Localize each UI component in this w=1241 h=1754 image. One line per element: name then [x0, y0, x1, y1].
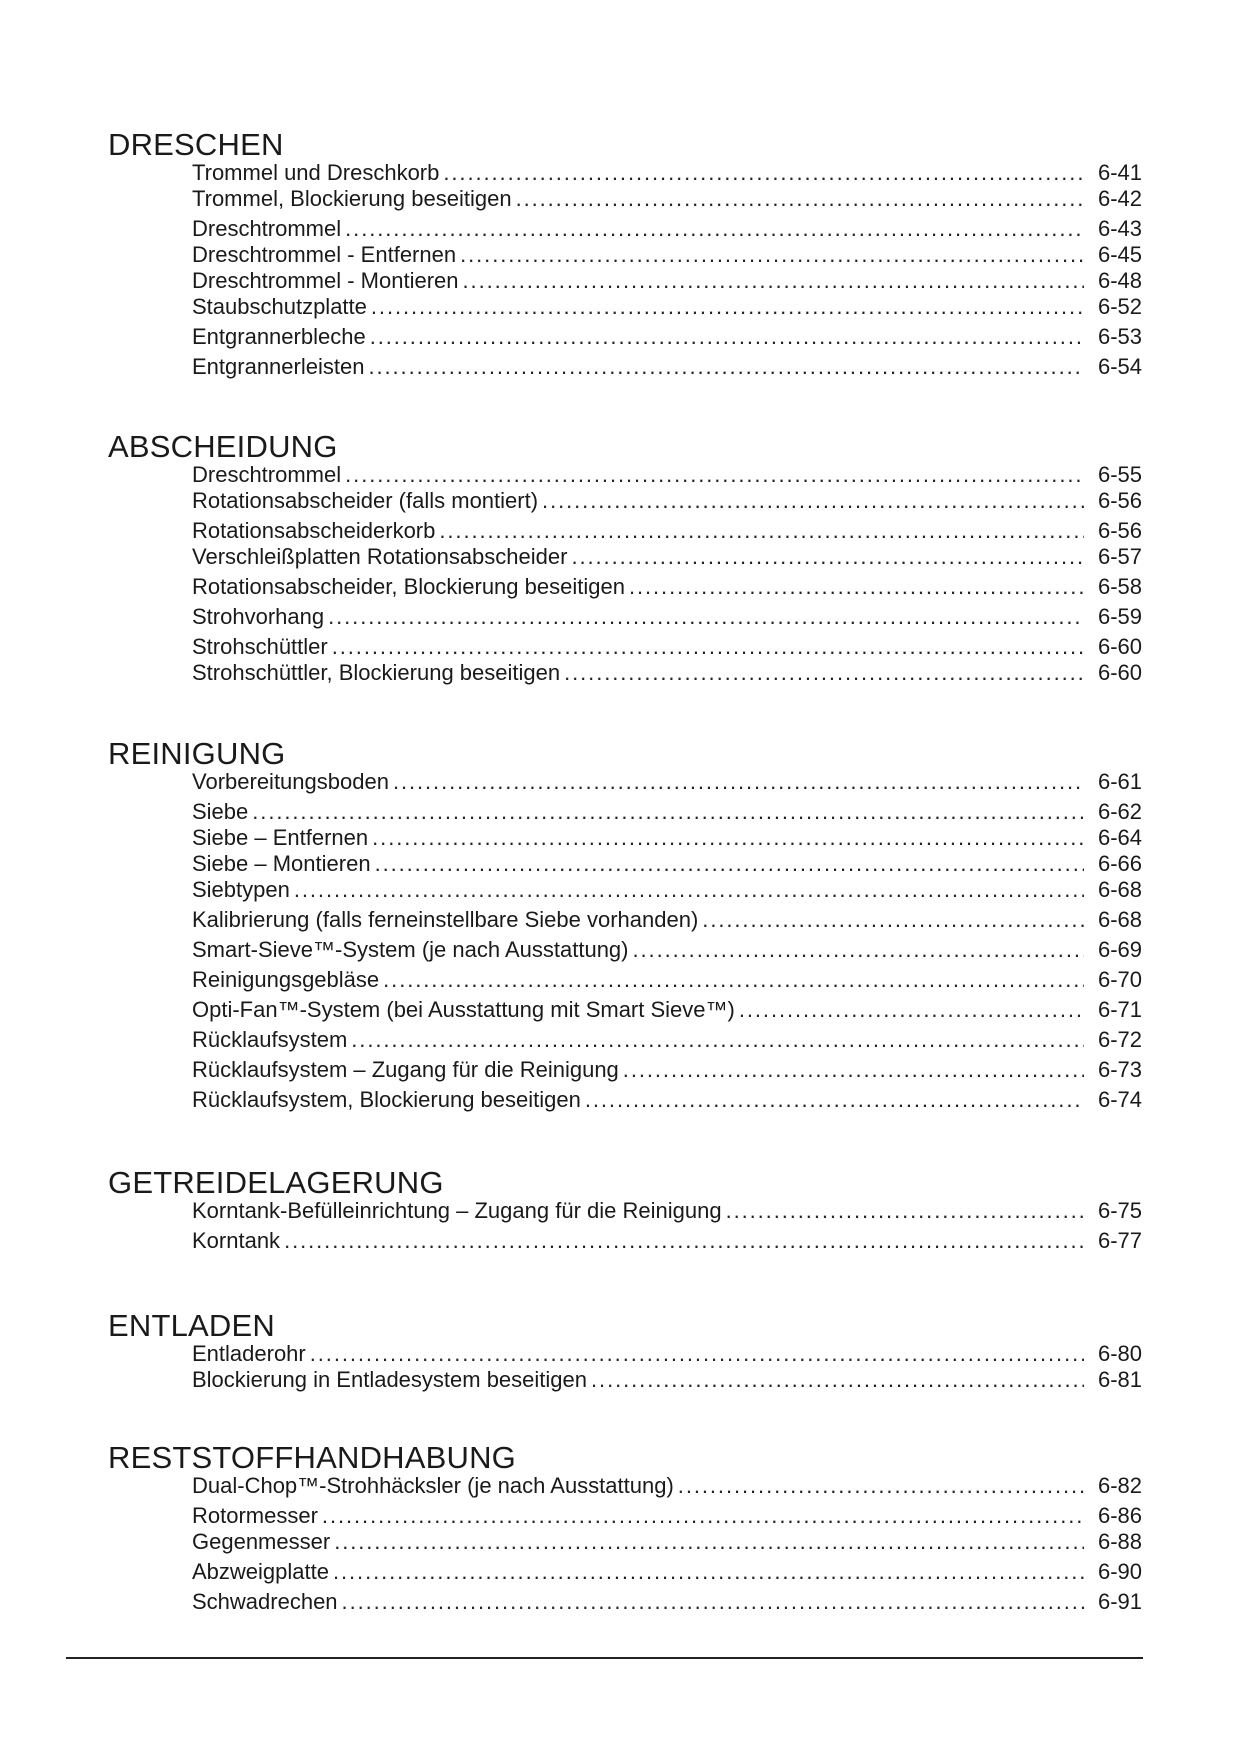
dot-leader [383, 967, 1084, 993]
toc-entry[interactable] [192, 574, 1142, 600]
toc-entry[interactable] [192, 354, 1142, 380]
toc-entry[interactable] [192, 1503, 1142, 1529]
entry-page: 6-75 [1097, 1198, 1142, 1223]
entry-title: Vorbereitungsboden [192, 769, 389, 794]
entry-page: 6-57 [1097, 544, 1142, 569]
dot-leader [726, 1198, 1084, 1224]
toc-section-dreschen [108, 127, 1142, 379]
entry-title: Abzweigplatte [192, 1559, 329, 1584]
entry-page: 6-64 [1097, 825, 1142, 850]
entry-title: Rücklaufsystem [192, 1027, 348, 1052]
dot-leader [443, 160, 1084, 186]
section-title: ENTLADEN [108, 1308, 275, 1343]
dot-leader [294, 877, 1084, 903]
dot-leader [322, 1503, 1084, 1529]
toc-entry[interactable] [192, 488, 1142, 514]
entry-title: Smart-Sieve™-System (je nach Ausstattung) [192, 937, 629, 962]
entry-title: Kalibrierung (falls ferneinstellbare Siebe vorhanden) [192, 907, 699, 932]
dot-leader [372, 825, 1084, 851]
entry-title: Dreschtrommel - Entfernen [192, 242, 457, 267]
entry-page: 6-55 [1097, 462, 1142, 487]
entry-title: Strohschüttler [192, 634, 328, 659]
toc-entry[interactable] [192, 1473, 1142, 1499]
toc-entry[interactable] [192, 1057, 1142, 1083]
entry-page: 6-45 [1097, 242, 1142, 267]
dot-leader [351, 1027, 1084, 1053]
entry-page: 6-90 [1097, 1559, 1142, 1584]
dot-leader [516, 186, 1084, 212]
toc-entry[interactable] [192, 242, 1142, 268]
dot-leader [368, 354, 1084, 380]
entry-title: Korntank-Befülleinrichtung – Zugang für die Reinigung [192, 1198, 722, 1223]
dot-leader [393, 769, 1084, 795]
toc-entry[interactable] [192, 1341, 1142, 1367]
dot-leader [463, 268, 1084, 294]
entry-page: 6-56 [1097, 488, 1142, 513]
entry-page: 6-56 [1097, 518, 1142, 543]
toc-section-abscheidung [108, 429, 1142, 685]
dot-leader [702, 907, 1084, 933]
toc-entry[interactable] [192, 1559, 1142, 1585]
toc-entry[interactable] [192, 1198, 1142, 1224]
entry-title: Entgrannerleisten [192, 354, 365, 379]
toc-entry[interactable] [192, 907, 1142, 933]
entry-page: 6-52 [1097, 294, 1142, 319]
entry-title: Korntank [192, 1228, 281, 1253]
entry-page: 6-60 [1097, 634, 1142, 659]
entry-title: Verschleißplatten Rotationsabscheider [192, 544, 568, 569]
entry-title: Gegenmesser [192, 1529, 331, 1554]
entry-title: Rotormesser [192, 1503, 318, 1528]
dot-leader [371, 294, 1084, 320]
entry-page: 6-81 [1097, 1367, 1142, 1392]
entry-page: 6-69 [1097, 937, 1142, 962]
entry-page: 6-82 [1097, 1473, 1142, 1498]
toc-entry[interactable] [192, 1228, 1142, 1254]
toc-entry[interactable] [192, 937, 1142, 963]
toc-entry[interactable] [192, 769, 1142, 795]
toc-entry[interactable] [192, 160, 1142, 186]
section-title: DRESCHEN [108, 127, 284, 162]
toc-entry[interactable] [192, 604, 1142, 630]
entry-page: 6-48 [1097, 268, 1142, 293]
toc-entry[interactable] [192, 825, 1142, 851]
toc-entry[interactable] [192, 1027, 1142, 1053]
toc-entry[interactable] [192, 1529, 1142, 1555]
toc-entry[interactable] [192, 186, 1142, 212]
dot-leader [334, 1529, 1084, 1555]
dot-leader [342, 1589, 1084, 1615]
dot-leader [332, 634, 1084, 660]
section-title: GETREIDELAGERUNG [108, 1165, 444, 1200]
toc-entry[interactable] [192, 634, 1142, 660]
dot-leader [629, 574, 1084, 600]
entry-page: 6-86 [1097, 1503, 1142, 1528]
entry-page: 6-73 [1097, 1057, 1142, 1082]
entry-page: 6-41 [1097, 160, 1142, 185]
dot-leader [370, 324, 1084, 350]
entry-page: 6-71 [1097, 997, 1142, 1022]
entry-title: Rotationsabscheider, Blockierung beseitigen [192, 574, 625, 599]
toc-entry[interactable] [192, 294, 1142, 320]
toc-entry[interactable] [192, 544, 1142, 570]
toc-entry[interactable] [192, 1589, 1142, 1615]
entry-title: Siebe – Entfernen [192, 825, 369, 850]
toc-entry[interactable] [192, 462, 1142, 488]
entry-page: 6-88 [1097, 1529, 1142, 1554]
entry-title: Entgrannerbleche [192, 324, 366, 349]
dot-leader [739, 997, 1084, 1023]
entry-title: Dual-Chop™-Strohhäcksler (je nach Ausstattung) [192, 1473, 674, 1498]
dot-leader [439, 518, 1084, 544]
dot-leader [375, 851, 1084, 877]
toc-section-entladen [108, 1308, 1142, 1392]
toc-entry[interactable] [192, 877, 1142, 903]
toc-entry[interactable] [192, 967, 1142, 993]
entry-page: 6-72 [1097, 1027, 1142, 1052]
dot-leader [328, 604, 1084, 630]
entry-page: 6-61 [1097, 769, 1142, 794]
entry-page: 6-58 [1097, 574, 1142, 599]
dot-leader [345, 462, 1084, 488]
toc-section-reststoffhandhabung [108, 1440, 1142, 1614]
dot-leader [678, 1473, 1084, 1499]
toc-entry[interactable] [192, 997, 1142, 1023]
dot-leader [345, 216, 1084, 242]
entry-title: Schwadrechen [192, 1589, 338, 1614]
entry-title: Rotationsabscheider (falls montiert) [192, 488, 539, 513]
entry-title: Dreschtrommel [192, 462, 342, 487]
entry-title: Rücklaufsystem, Blockierung beseitigen [192, 1087, 581, 1112]
dot-leader [460, 242, 1084, 268]
entry-page: 6-62 [1097, 799, 1142, 824]
entry-title: Opti-Fan™-System (bei Ausstattung mit Smart Sieve™) [192, 997, 735, 1022]
footer-rule [66, 1657, 1143, 1659]
entry-page: 6-60 [1097, 660, 1142, 685]
entry-title: Strohschüttler, Blockierung beseitigen [192, 660, 561, 685]
toc-entry[interactable] [192, 324, 1142, 350]
dot-leader [585, 1087, 1084, 1113]
toc-section-getreidelagerung [108, 1165, 1142, 1253]
entry-page: 6-80 [1097, 1341, 1142, 1366]
dot-leader [310, 1341, 1084, 1367]
toc-entry[interactable] [192, 1087, 1142, 1113]
entry-page: 6-53 [1097, 324, 1142, 349]
entry-title: Trommel, Blockierung beseitigen [192, 186, 512, 211]
toc-section-reinigung [108, 736, 1142, 1112]
dot-leader [571, 544, 1084, 570]
toc-entry[interactable] [192, 216, 1142, 242]
entry-page: 6-70 [1097, 967, 1142, 992]
entry-page: 6-42 [1097, 186, 1142, 211]
dot-leader [333, 1559, 1084, 1585]
dot-leader [542, 488, 1084, 514]
entry-page: 6-43 [1097, 216, 1142, 241]
toc-entry[interactable] [192, 660, 1142, 686]
entry-title: Rücklaufsystem – Zugang für die Reinigung [192, 1057, 619, 1082]
dot-leader [591, 1367, 1084, 1393]
entry-title: Rotationsabscheiderkorb [192, 518, 436, 543]
toc-entry[interactable] [192, 518, 1142, 544]
section-title: ABSCHEIDUNG [108, 429, 338, 464]
entry-page: 6-66 [1097, 851, 1142, 876]
entry-page: 6-77 [1097, 1228, 1142, 1253]
entry-title: Dreschtrommel [192, 216, 342, 241]
dot-leader [564, 660, 1084, 686]
entry-page: 6-54 [1097, 354, 1142, 379]
entry-title: Entladerohr [192, 1341, 306, 1366]
entry-title: Dreschtrommel - Montieren [192, 268, 459, 293]
entry-page: 6-91 [1097, 1589, 1142, 1614]
dot-leader [633, 937, 1085, 963]
entry-title: Siebe [192, 799, 249, 824]
entry-title: Reinigungsgebläse [192, 967, 380, 992]
toc-entry[interactable] [192, 851, 1142, 877]
toc-entry[interactable] [192, 268, 1142, 294]
entry-title: Strohvorhang [192, 604, 325, 629]
entry-title: Blockierung in Entladesystem beseitigen [192, 1367, 588, 1392]
toc-entry[interactable] [192, 1367, 1142, 1393]
dot-leader [623, 1057, 1084, 1083]
entry-title: Trommel und Dreschkorb [192, 160, 440, 185]
section-title: RESTSTOFFHANDHABUNG [108, 1440, 516, 1475]
entry-page: 6-74 [1097, 1087, 1142, 1112]
entry-page: 6-59 [1097, 604, 1142, 629]
dot-leader [284, 1228, 1084, 1254]
section-title: REINIGUNG [108, 736, 286, 771]
entry-page: 6-68 [1097, 907, 1142, 932]
entry-title: Siebtypen [192, 877, 290, 902]
entry-title: Staubschutzplatte [192, 294, 367, 319]
entry-title: Siebe – Montieren [192, 851, 371, 876]
toc-entry[interactable] [192, 799, 1142, 825]
dot-leader [252, 799, 1084, 825]
entry-page: 6-68 [1097, 877, 1142, 902]
